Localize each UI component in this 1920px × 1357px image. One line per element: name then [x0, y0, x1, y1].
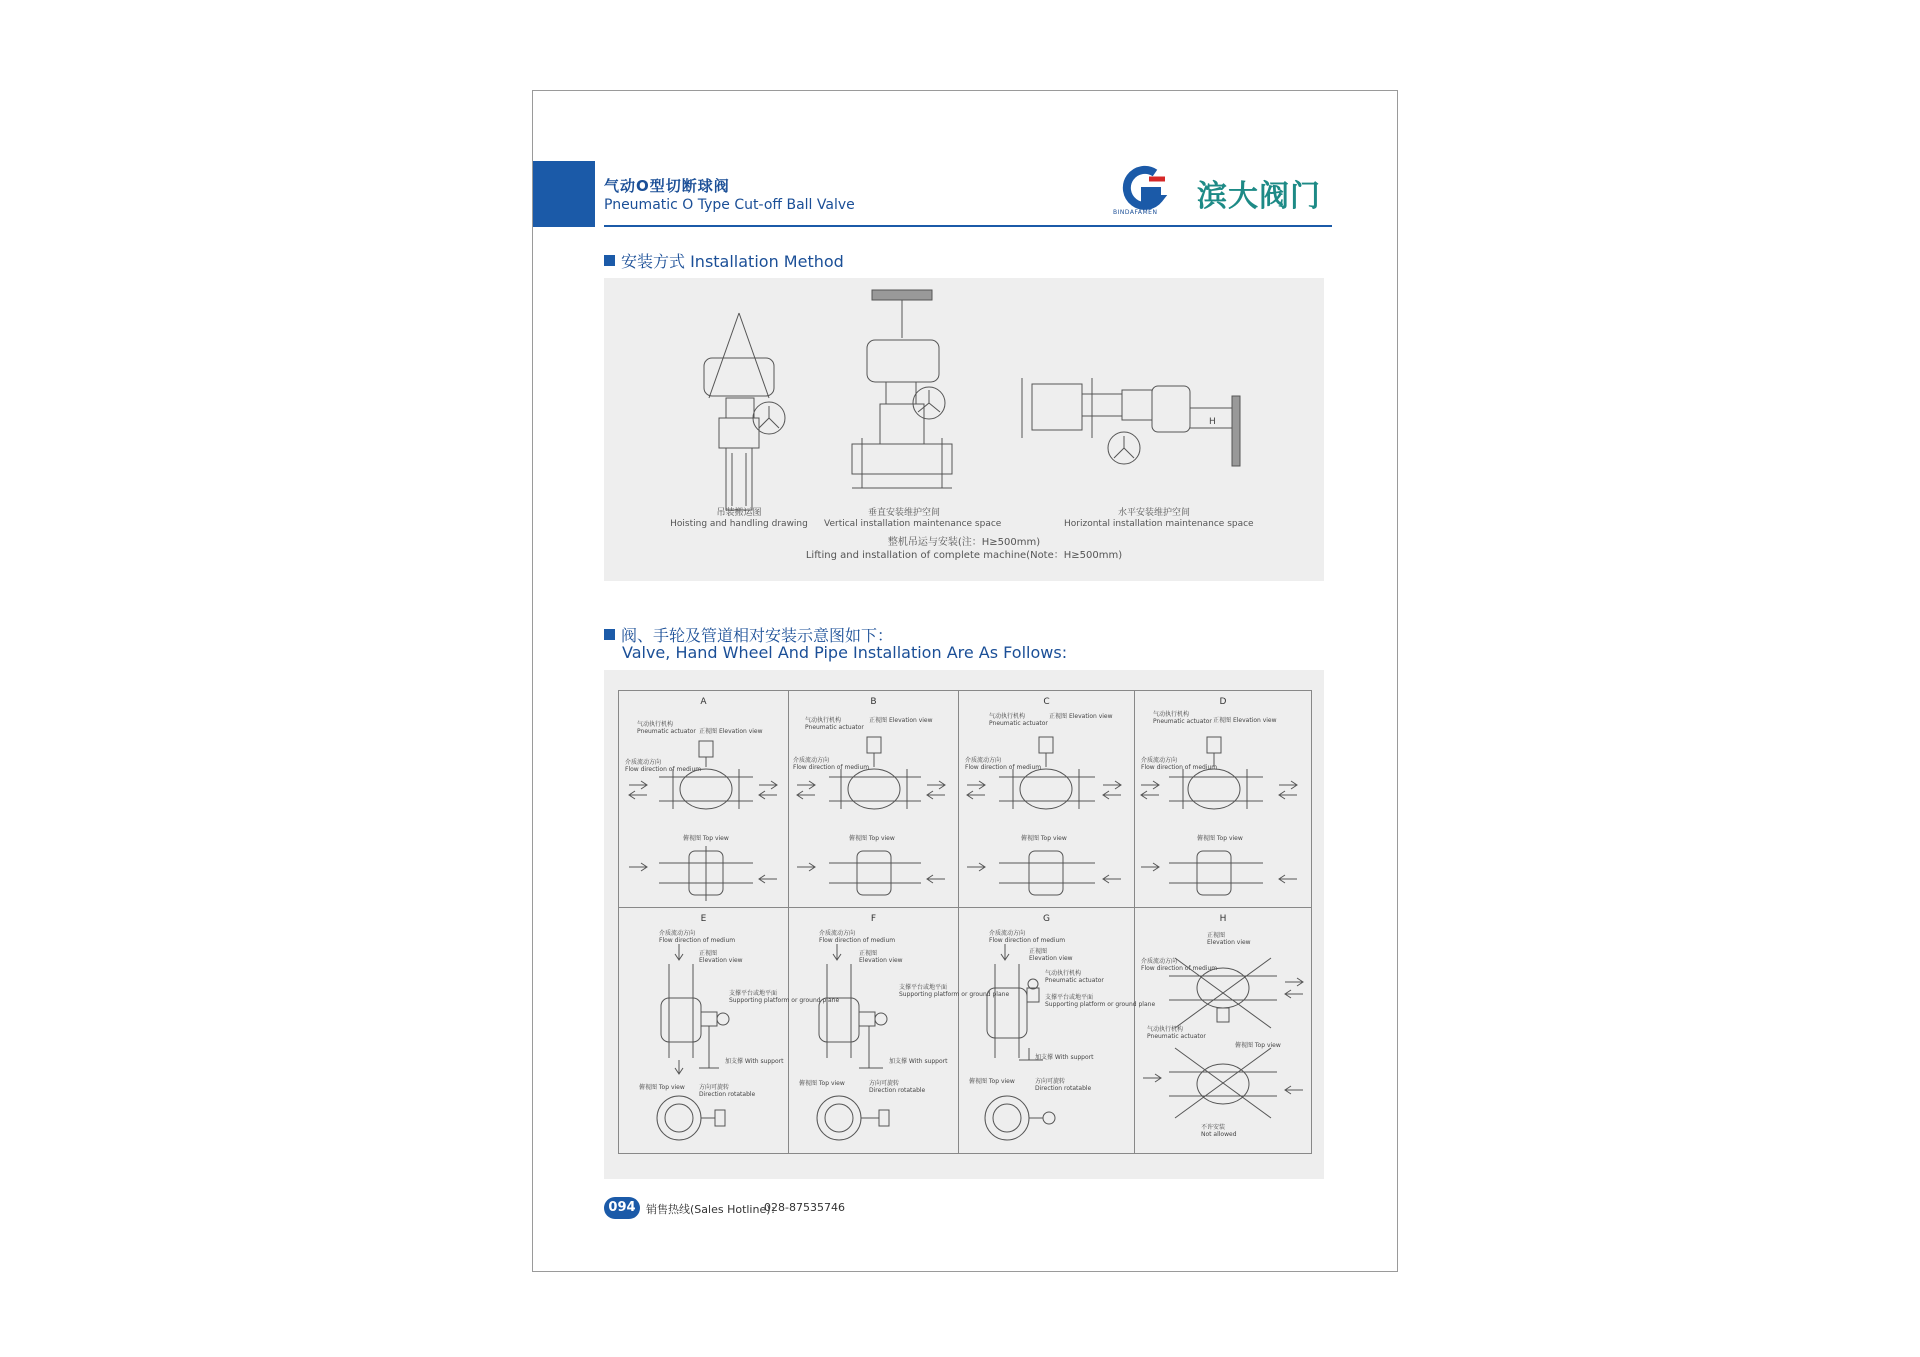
diagram-cell-a: A 气动执行机构 Pneumatic actuator 正视图 Elevation view 介质流动方向 Flow direction of medium 俯视图 Top view [619, 691, 789, 908]
fig1-caption: 吊装搬运图 Hoisting and handling drawing [670, 508, 808, 529]
section-relative-install-heading-en: Valve, Hand Wheel And Pipe Installation Are As Follows: [622, 643, 1068, 662]
lifting-caption: 整机吊运与安装(注：H≥500mm) Lifting and installation of complete machine(Note：H≥500mm) [805, 537, 1123, 561]
bullet-square-icon [604, 629, 615, 640]
section-relative-install-heading: 阀、手轮及管道相对安装示意图如下： [604, 623, 893, 646]
hoisting-drawing [704, 313, 785, 510]
brand-logo-icon [1115, 165, 1175, 211]
header-accent-block [533, 161, 595, 227]
header-rule [604, 225, 1332, 227]
vertical-install-drawing [852, 290, 952, 488]
page-number: 094 [604, 1197, 640, 1219]
diagram-cell-f: F 介质流动方向 Flow direction of medium 正视图 Elevation view 支撑平台或地平面 Supporting platform or ground plane 加支撑 With support 俯视图 Top view 方向可旋转 Direction rotatable [789, 908, 959, 1153]
hotline-number: 028-87535746 [764, 1201, 845, 1214]
fig3-caption: 水平安装维护空间 Horizontal installation maintenance space [1064, 508, 1254, 529]
svg-text:H: H [1209, 417, 1216, 427]
brand-name: 滨大阀门 [1197, 179, 1321, 214]
hotline-label: 销售热线(Sales Hotline)： [646, 1203, 782, 1216]
page-title-cn: 气动O型切断球阀 [604, 177, 730, 195]
diagram-cell-h: H 正视图 Elevation view 介质流动方向 Flow direction of medium 气动执行机构 Pneumatic actuator 俯视图 Top view 不许安装 Not allowed [1135, 908, 1311, 1153]
relative-install-panel [604, 670, 1324, 1179]
diagram-cell-e: E 介质流动方向 Flow direction of medium 正视图 Elevation view 支撑平台或地平面 Supporting platform or ground plane 加支撑 With support 俯视图 Top view 方向可旋转 Direction rotatable [619, 908, 789, 1153]
bullet-square-icon [604, 255, 615, 266]
catalog-page [532, 90, 1398, 1272]
install-diagram-grid [618, 690, 1312, 1154]
diagram-cell-g: G 介质流动方向 Flow direction of medium 正视图 Elevation view 气动执行机构 Pneumatic actuator 支撑平台或地平面 Supporting platform or ground plane 加支撑 With support 俯视图 Top view 方向可旋转 Direction rotatable [959, 908, 1135, 1153]
brand-logo [1103, 165, 1343, 223]
diagram-cell-d: D 气动执行机构 Pneumatic actuator 正视图 Elevation view 介质流动方向 Flow direction of medium 俯视图 Top view [1135, 691, 1311, 908]
page-title-en: Pneumatic O Type Cut-off Ball Valve [604, 197, 855, 213]
diagram-cell-b: B 气动执行机构 Pneumatic actuator 正视图 Elevation view 介质流动方向 Flow direction of medium 俯视图 Top view [789, 691, 959, 908]
fig2-caption: 垂直安装维护空间 Vertical installation maintenance space [824, 508, 1002, 529]
diagram-cell-c: C 气动执行机构 Pneumatic actuator 正视图 Elevation view 介质流动方向 Flow direction of medium 俯视图 Top view [959, 691, 1135, 908]
horizontal-install-drawing [1022, 378, 1240, 466]
installation-method-panel [604, 278, 1324, 581]
logo-caption: BINDAFAMEN [1113, 209, 1158, 216]
section-installation-heading: 安装方式 Installation Method [604, 249, 844, 272]
